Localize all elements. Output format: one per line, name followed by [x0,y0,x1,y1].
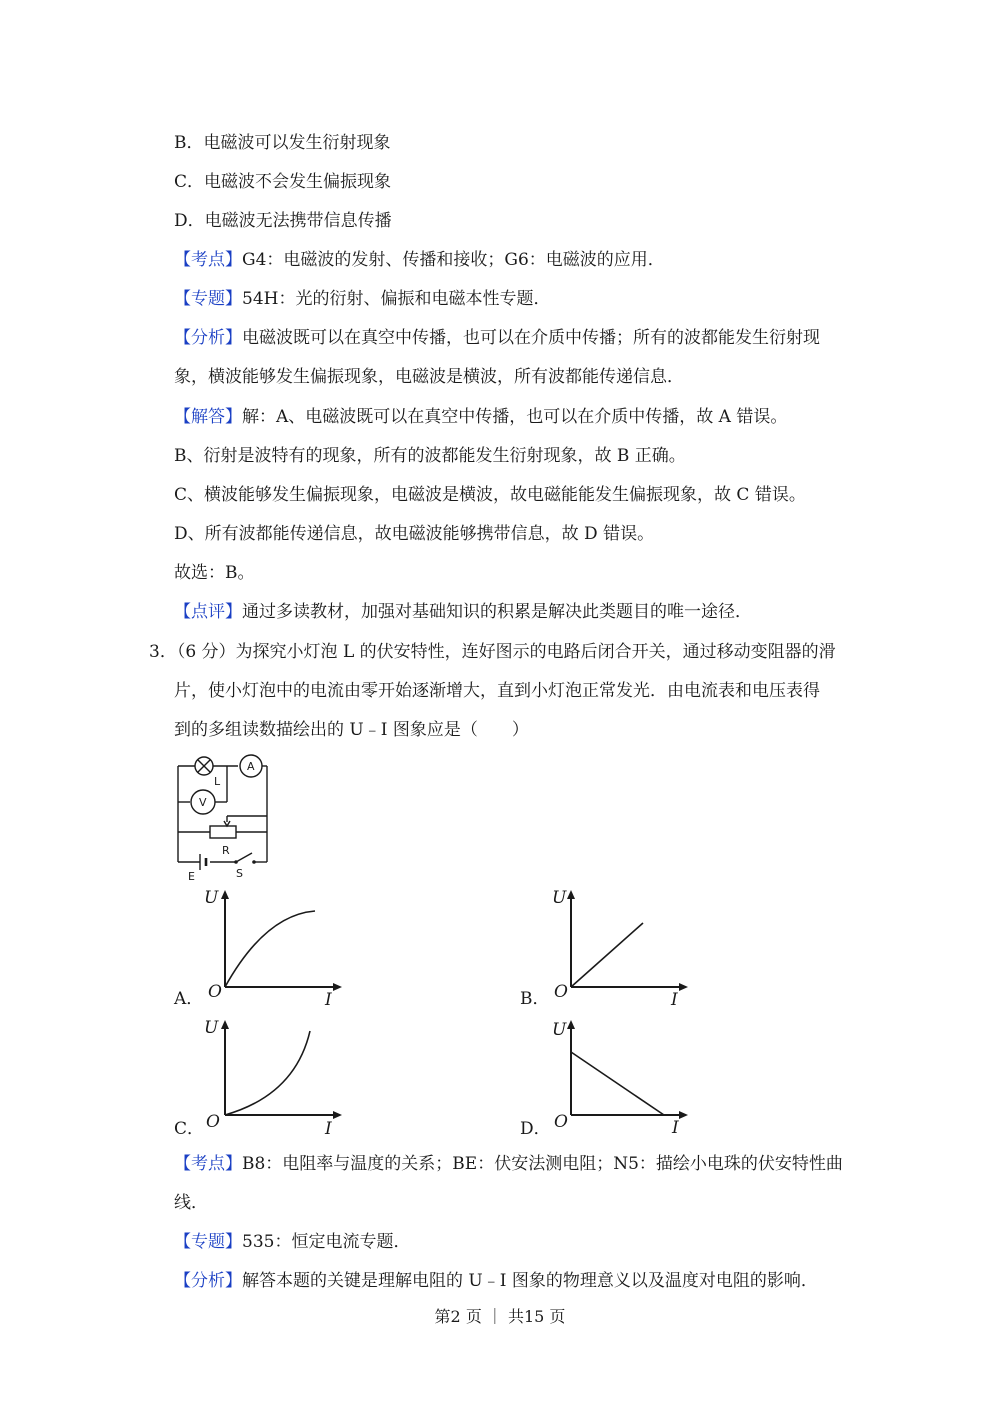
q2-fenxi-cont: 象，横波能够发生偏振现象，电磁波是横波，所有波都能传递信息． [174,367,684,387]
lamp-label: L [214,775,221,788]
q3-stem-3: 到的多组读数描绘出的 U﹣I 图象应是（ ） [174,720,529,740]
y-axis-label: U [204,888,219,908]
zhuanti-tag: 【专题】 [174,289,242,309]
page-footer: 第2 页 ｜ 共15 页 [434,1307,566,1326]
zhuanti-text: 54H：光的衍射、偏振和电磁本性专题． [242,289,551,309]
dianping-text: 通过多读教材，加强对基础知识的积累是解决此类题目的唯一途径． [242,602,752,622]
q3-kaodian [174,1153,843,1175]
fenxi-text-1: 电磁波既可以在真空中传播，也可以在介质中传播；所有的波都能发生衍射现 [242,328,820,348]
x-axis-label: I [325,1119,332,1139]
q3-stem-1: 3．（6 分）为探究小灯泡 L 的伏安特性，连好图示的电路后闭合开关，通过移动变阻器的滑 [149,642,836,662]
x-axis-label: I [325,990,332,1010]
rheostat-label: R [222,844,230,857]
graph-d [546,1015,696,1138]
y-axis-label: U [552,1020,567,1040]
circuit-diagram [170,752,280,882]
q2-dianping [174,601,752,623]
jieda-tag: 【解答】 [174,407,242,427]
y-axis-label: U [552,888,567,908]
option-b: B．电磁波可以发生衍射现象 [174,133,391,153]
kaodian-text-1: B8：电阻率与温度的关系；BE：伏安法测电阻；N5：描绘小电珠的伏安特性曲 [242,1154,843,1174]
q2-jieda-b: B、衍射是波特有的现象，所有的波都能发生衍射现象，故 B 正确。 [174,446,686,466]
graph-b [546,885,696,1010]
q2-answer: 故选：B。 [174,563,255,583]
x-axis-label: I [672,1118,679,1138]
graph-b-label: B． [520,989,550,1009]
zhuanti-text: 535：恒定电流专题． [242,1232,411,1252]
q3-zhuanti [174,1231,410,1253]
line-d [571,1052,664,1115]
kaodian-tag: 【考点】 [174,1154,242,1174]
line-b [571,923,643,987]
battery-label: E [188,870,195,883]
origin-label: O [554,982,568,1002]
graph-a [200,885,350,1010]
curve-c [225,1031,310,1115]
q2-kaodian [174,249,665,271]
dianping-tag: 【点评】 [174,602,242,622]
switch-label: S [236,867,243,880]
ammeter-label: A [247,760,255,773]
curve-a [225,911,315,987]
graph-c-label: C． [174,1119,205,1139]
graph-d-label: D． [520,1119,551,1139]
zhuanti-tag: 【专题】 [174,1232,242,1252]
q2-fenxi [174,327,820,349]
x-axis-label: I [671,990,678,1010]
y-axis-label: U [204,1018,219,1038]
origin-label: O [208,982,222,1002]
q3-stem-2: 片，使小灯泡中的电流由零开始逐渐增大，直到小灯泡正常发光．由电流表和电压表得 [174,681,820,701]
kaodian-text: G4：电磁波的发射、传播和接收；G6：电磁波的应用． [242,250,665,270]
q2-jieda [174,406,787,428]
q3-kaodian-cont: 线． [174,1193,208,1213]
graph-c [200,1015,350,1139]
jieda-text-1: 解：A、电磁波既可以在真空中传播，也可以在介质中传播，故 A 错误。 [242,407,788,427]
option-d: D．电磁波无法携带信息传播 [174,211,392,231]
origin-label: O [206,1112,220,1132]
q2-jieda-c: C、横波能够发生偏振现象，电磁波是横波，故电磁能能发生偏振现象，故 C 错误。 [174,485,806,505]
voltmeter-label: V [199,796,207,809]
graph-a-label: A． [174,989,204,1009]
fenxi-text: 解答本题的关键是理解电阻的 U﹣I 图象的物理意义以及温度对电阻的影响． [242,1271,818,1291]
q2-zhuanti [174,288,550,310]
fenxi-tag: 【分析】 [174,328,242,348]
kaodian-tag: 【考点】 [174,250,242,270]
q2-jieda-d: D、所有波都能传递信息，故电磁波能够携带信息，故 D 错误。 [174,524,655,544]
origin-label: O [554,1112,568,1132]
fenxi-tag: 【分析】 [174,1271,242,1291]
q3-fenxi [174,1270,818,1292]
option-c: C．电磁波不会发生偏振现象 [174,172,392,192]
